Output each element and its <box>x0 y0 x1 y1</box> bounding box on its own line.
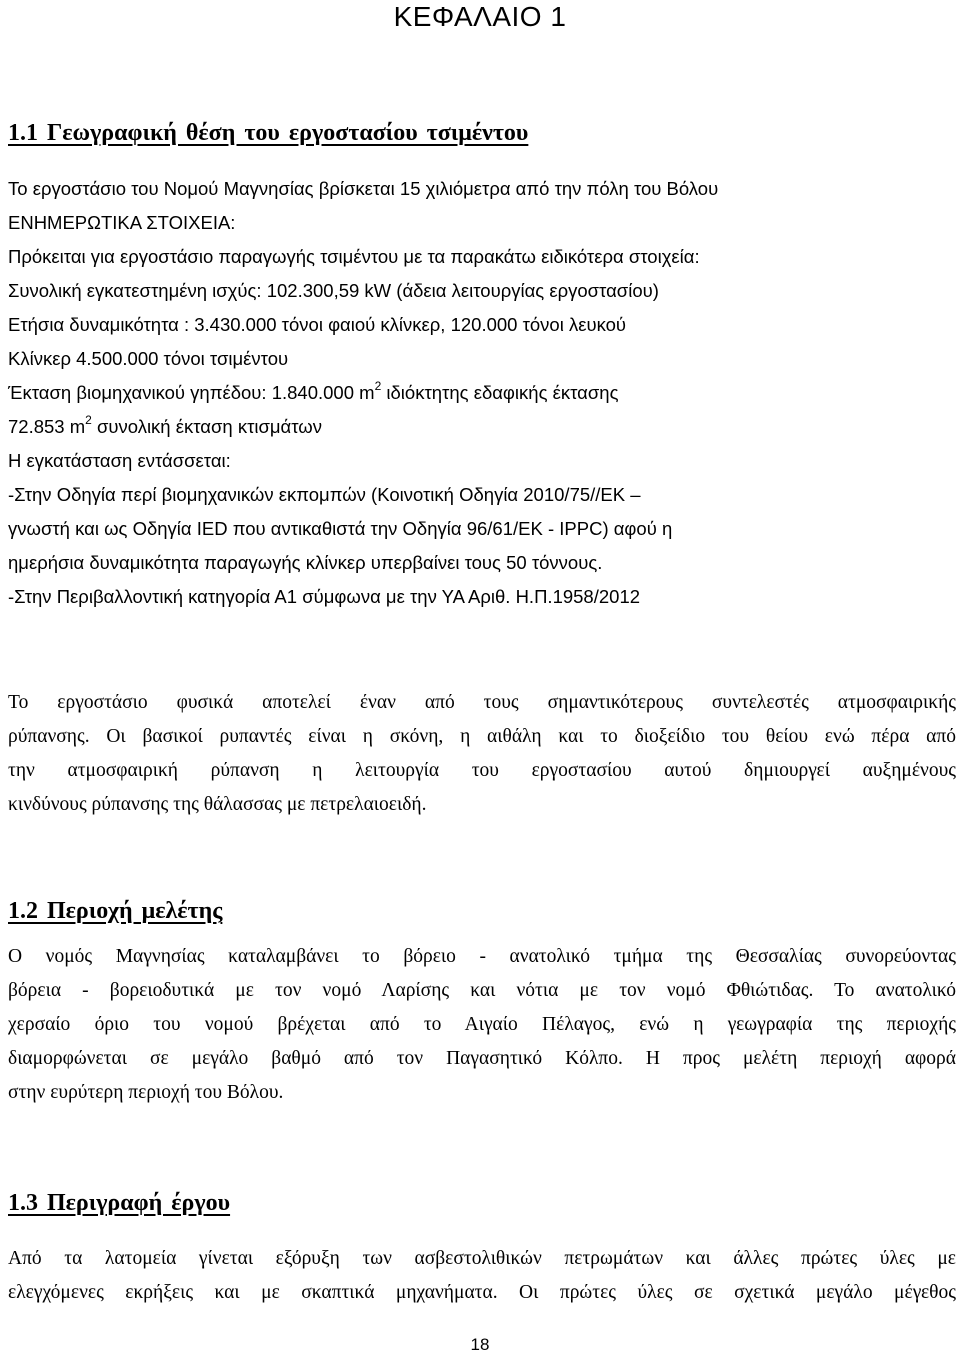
fact-line: ημερήσια δυναμικότητα παραγωγής κλίνκερ υπερβαίνει τους 50 τόννους. <box>8 552 603 573</box>
page-number: 18 <box>470 1335 490 1354</box>
paragraph-line: Το εργοστάσιο φυσικά αποτελεί έναν από τους σημαντικότερους συντελεστές ατμοσφαιρικής <box>8 692 956 713</box>
fact-line: Κλίνκερ 4.500.000 τόνοι τσιμέντου <box>8 348 289 369</box>
paragraph-line: ελεγχόμενες εκρήξεις και με σκαπτικά μηχανήματα. Οι πρώτες ύλες σε σχετικά μεγάλο μέγεθος <box>8 1282 956 1303</box>
section-1-1-facts <box>8 172 956 614</box>
area-line-buildings: 72.853 $m^2$ συνολική έκταση κτισμάτων <box>8 412 322 437</box>
area-line-industrial: Έκταση βιομηχανικού γηπέδου: 1.840.000 $m^2$ ιδιόκτητης εδαφικής έκτασης <box>8 378 619 403</box>
section-1-1-heading: 1.1 Γεωγραφική θέση του εργοστασίου τσιμέντου <box>8 120 529 146</box>
paragraph-line: την ατμοσφαιρική ρύπανση η λειτουργία του εργοστασίου αυτού δημιουργεί αυξημένους <box>8 760 956 781</box>
paragraph-line: διαμορφώνεται σε μεγάλο βαθμό από τον Παγασητικό Κόλπο. Η προς μελέτη περιοχή αφορά <box>8 1048 956 1069</box>
fact-line: Συνολική εγκατεστημένη ισχύς: 102.300,59 kW (άδεια λειτουργίας εργοστασίου) <box>8 280 659 301</box>
fact-line: Ετήσια δυναμικότητα : 3.430.000 τόνοι φαιού κλίνκερ, 120.000 τόνοι λευκού <box>8 314 627 335</box>
paragraph-line: βόρεια - βορειοδυτικά με τον νομό Λαρίσης και νότια με τον νομό Φθιώτιδας. Το ανατολικό <box>8 980 956 1001</box>
fact-line: γνωστή και ως Οδηγία IED που αντικαθιστά την Οδηγία 96/61/ΕΚ - IPPC) αφού η <box>8 518 673 539</box>
fact-line: Πρόκειται για εργοστάσιο παραγωγής τσιμέντου με τα παρακάτω ειδικότερα στοιχεία: <box>8 246 700 267</box>
fact-line: Το εργοστάσιο του Νομού Μαγνησίας βρίσκεται 15 χιλιόμετρα από την πόλη του Βόλου <box>8 178 719 199</box>
section-1-3-paragraph <box>8 1242 956 1310</box>
fact-line: -Στην Οδηγία περί βιομηχανικών εκπομπών (Κοινοτική Οδηγία 2010/75//ΕΚ – <box>8 484 641 505</box>
fact-line: Η εγκατάσταση εντάσσεται: <box>8 450 231 471</box>
paragraph-line: χερσαίο όριο του νομού βρέχεται από το Αιγαίο Πέλαγος, ενώ η γεωγραφία της περιοχής <box>8 1014 956 1035</box>
paragraph-line: Ο νομός Μαγνησίας καταλαμβάνει το βόρειο - ανατολικό τμήμα της Θεσσαλίας συνορεύοντας <box>8 946 956 967</box>
section-1-2-paragraph <box>8 940 956 1110</box>
section-1-3-heading: 1.3 Περιγραφή έργου <box>8 1190 231 1216</box>
section-1-1-paragraph <box>8 686 956 822</box>
paragraph-line: Από τα λατομεία γίνεται εξόρυξη των ασβεστολιθικών πετρωμάτων και άλλες πρώτες ύλες με <box>8 1248 956 1269</box>
fact-line: ΕΝΗΜΕΡΩΤΙΚΑ ΣΤΟΙΧΕΙΑ: <box>8 212 236 233</box>
paragraph-line: ρύπανσης. Οι βασικοί ρυπαντές είναι η σκόνη, η αιθάλη και το διοξείδιο του θείου ενώ πέρα από <box>8 726 956 747</box>
section-1-2-heading: 1.2 Περιοχή μελέτης <box>8 898 223 924</box>
paragraph-line: κινδύνους ρύπανσης της θάλασσας με πετρελαιοειδή. <box>8 794 427 815</box>
fact-line: -Στην Περιβαλλοντική κατηγορία Α1 σύμφωνα με την ΥΑ Αριθ. Η.Π.1958/2012 <box>8 586 641 607</box>
paragraph-line: στην ευρύτερη περιοχή του Βόλου. <box>8 1082 284 1103</box>
chapter-title: ΚΕΦΑΛΑΙΟ 1 <box>393 1 567 32</box>
